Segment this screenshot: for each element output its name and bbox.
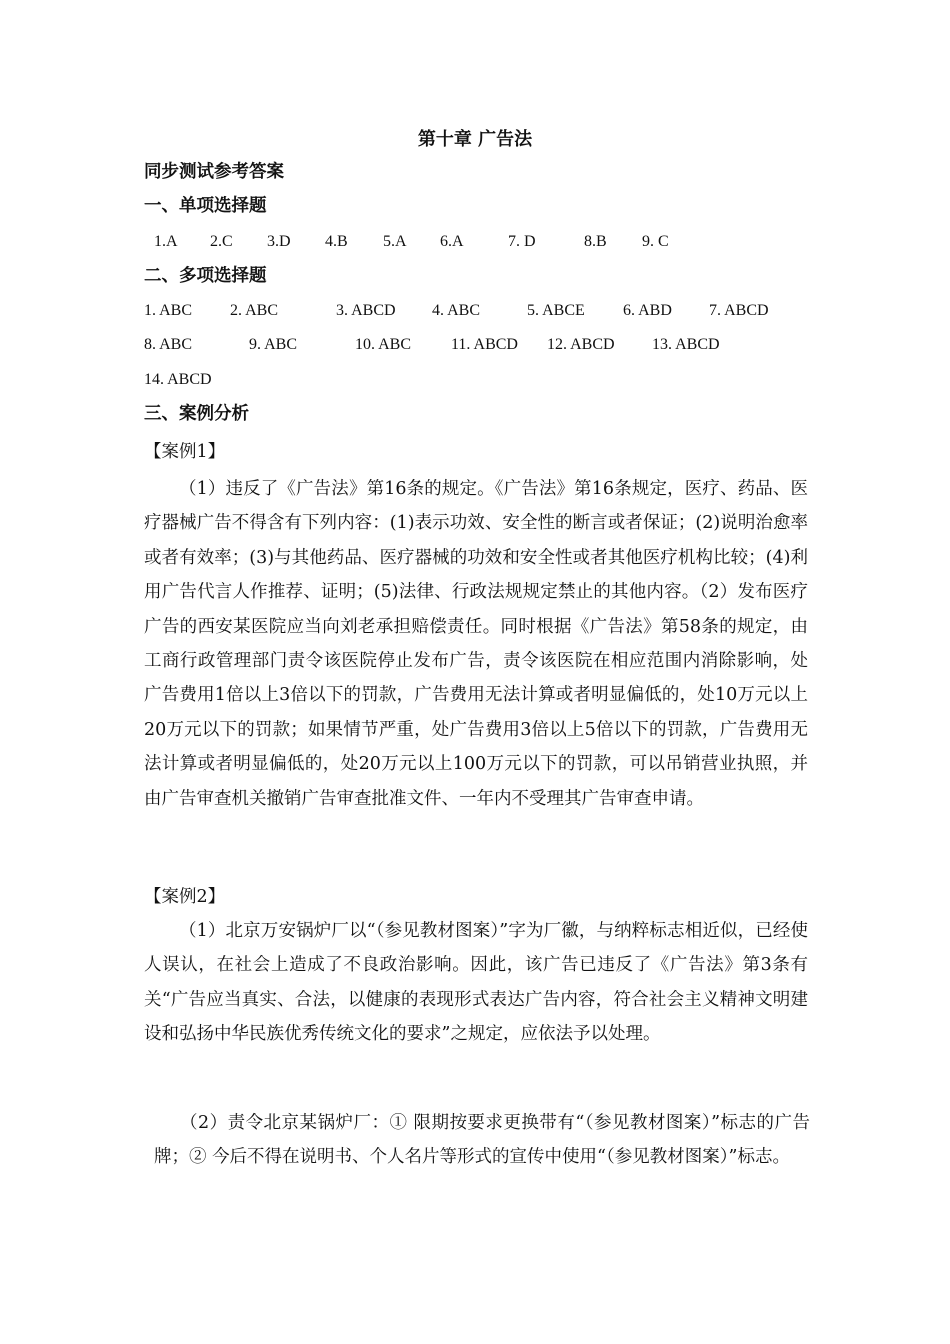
answer-item: 14. ABCD xyxy=(144,371,212,388)
answer-item: 11. ABCD xyxy=(451,336,518,353)
answer-item: 13. ABCD xyxy=(652,336,720,353)
case-2-text-2: （2）责令北京某锅炉厂：① 限期按要求更换带有“（参见教材图案）”标志的广告牌；② 今后不得在说明书、个人名片等形式的宣传中使用“（参见教材图案）”标志。 xyxy=(154,1113,810,1168)
answer-item: 10. ABC xyxy=(355,336,412,353)
answer-item: 1. ABC xyxy=(144,302,193,319)
case-1-label: 【案例1】 xyxy=(144,442,226,462)
section-heading-multiple-choice: 二、多项选择题 xyxy=(144,266,267,286)
page-title: 第十章 广告法 xyxy=(417,129,533,150)
answer-item: 5.A xyxy=(383,233,407,250)
answer-item: 5. ABCE xyxy=(527,302,585,319)
answer-item: 3.D xyxy=(267,233,291,250)
answer-item: 7. ABCD xyxy=(709,302,769,319)
section-heading-single-choice: 一、单项选择题 xyxy=(144,196,267,216)
case-2-text-1: （1）北京万安锅炉厂以“（参见教材图案）”字为厂徽，与纳粹标志相近似，已经使人误认，在社会上造成了不良政治影响。因此，该广告已违反了《广告法》第3条有关“广告应当真实、合法，以健康的表现形式表达广告内容，符合社会主义精神文明建设和弘扬中华民族优秀传统文化的要求”之规定，应依法予以处理。 xyxy=(144,921,808,1045)
answer-item: 7. D xyxy=(508,233,536,250)
answer-item: 8. ABC xyxy=(144,336,193,353)
answer-item: 4.B xyxy=(325,233,348,250)
subtitle: 同步测试参考答案 xyxy=(144,162,284,182)
answer-item: 9. ABC xyxy=(249,336,298,353)
answer-item: 4. ABC xyxy=(432,302,481,319)
answer-item: 12. ABCD xyxy=(547,336,615,353)
answer-item: 6. ABD xyxy=(623,302,672,319)
answer-item: 3. ABCD xyxy=(336,302,396,319)
answer-item: 8.B xyxy=(584,233,607,250)
answer-item: 2. ABC xyxy=(230,302,279,319)
answer-item: 1.A xyxy=(154,233,178,250)
answer-item: 6.A xyxy=(440,233,464,250)
case-1-text: （1）违反了《广告法》第16条的规定。《广告法》第16条规定，医疗、药品、医疗器械广告不得含有下列内容：(1)表示功效、安全性的断言或者保证；(2)说明治愈率或者有效率；(3)与其他药品、医疗器械的功效和安全性或者其他医疗机构比较；(4)利用广告代言人作推荐、证明；(5)法律、行政法规规定禁止的其他内容。（2）发布医疗广告的西安某医院应当向刘老承担赔偿责任。同时根据《广告法》第58条的规定，由工商行政管理部门责令该医院停止发布广告，责令该医院在相应范围内消除影响，处广告费用1倍以上3倍以下的罚款，广告费用无法计算或者明显偏低的，处10万元以上20万元以下的罚款；如果情节严重，处广告费用3倍以上5倍以下的罚款，广告费用无法计算或者明显偏低的，处20万元以上100万元以下的罚款，可以吊销营业执照，并由广告审查机关撤销广告审查批准文件、一年内不受理其广告审查申请。 xyxy=(144,479,808,809)
case-2-label: 【案例2】 xyxy=(144,887,226,907)
answer-item: 9. C xyxy=(642,233,669,250)
section-heading-case-analysis: 三、案例分析 xyxy=(144,404,249,424)
answer-item: 2.C xyxy=(210,233,233,250)
